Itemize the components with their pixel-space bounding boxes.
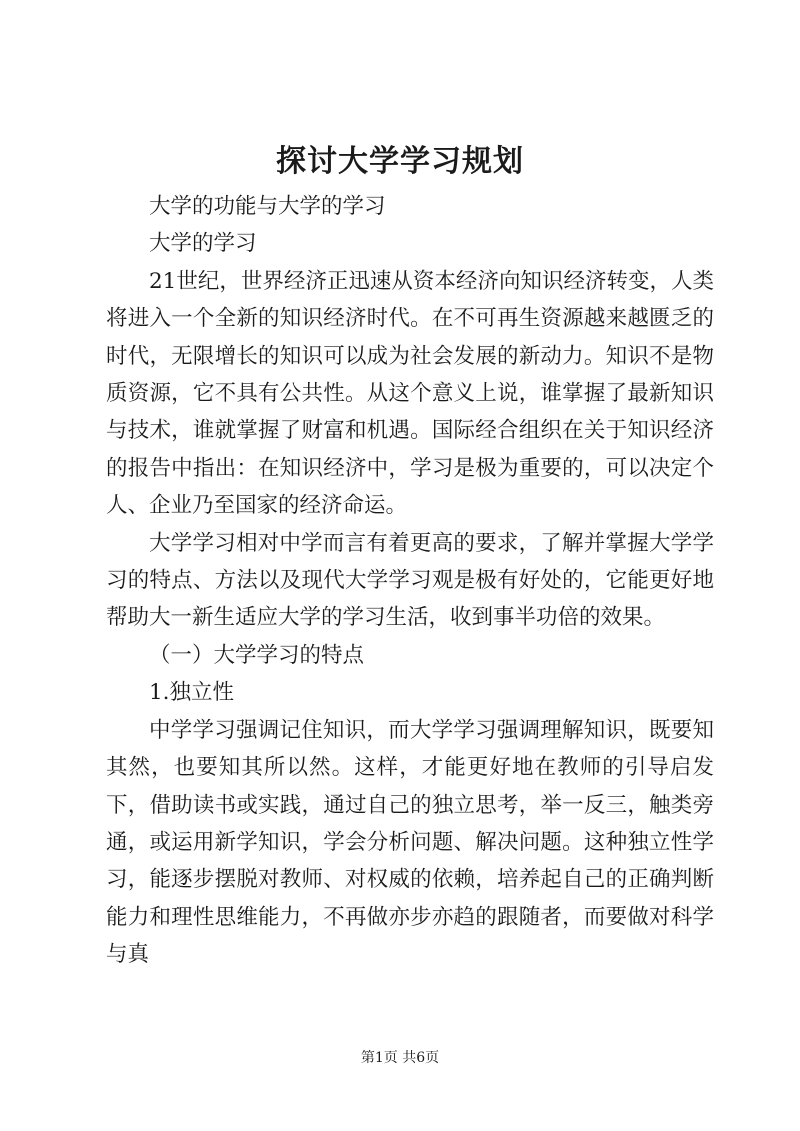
document-body (106, 188, 714, 974)
body-paragraph: 21世纪，世界经济正迅速从资本经济向知识经济转变，人类将进入一个全新的知识经济时代。在不可再生资源越来越匮乏的时代，无限增长的知识可以成为社会发展的新动力。知识不是物质资源，它不具有公共性。从这个意义上说，谁掌握了最新知识与技术，谁就掌握了财富和机遇。国际经合组织在关于知识经济的报告中指出：在知识经济中，学习是极为重要的，可以决定个人、企业乃至国家的经济命运。 (106, 268, 714, 519)
body-paragraph: 大学学习相对中学而言有着更高的要求，了解并掌握大学学习的特点、方法以及现代大学学习观是极有好处的，它能更好地帮助大一新生适应大学的学习生活，收到事半功倍的效果。 (106, 530, 714, 631)
subsection-heading: 大学的学习 (149, 231, 257, 257)
section-heading: 大学的功能与大学的学习 (149, 194, 386, 219)
item-heading: 1.独立性 (149, 680, 235, 706)
page-footer: 第1页 共6页 (360, 1050, 440, 1066)
body-paragraph: 中学学习强调记住知识，而大学学习强调理解知识，既要知其然，也要知其所以然。这样，才能更好地在教师的引导启发下，借助读书或实践，通过自己的独立思考，举一反三，触类旁通，或运用新学知识，学会分析问题、解决问题。这种独立性学习，能逐步摆脱对教师、对权威的依赖，培养起自己的正确判断能力和理性思维能力，不再做亦步亦趋的跟随者，而要做对科学与真 (106, 717, 714, 968)
subsection-heading: （一）大学学习的特点 (149, 642, 365, 668)
document-title: 探讨大学学习规划 (276, 144, 524, 179)
